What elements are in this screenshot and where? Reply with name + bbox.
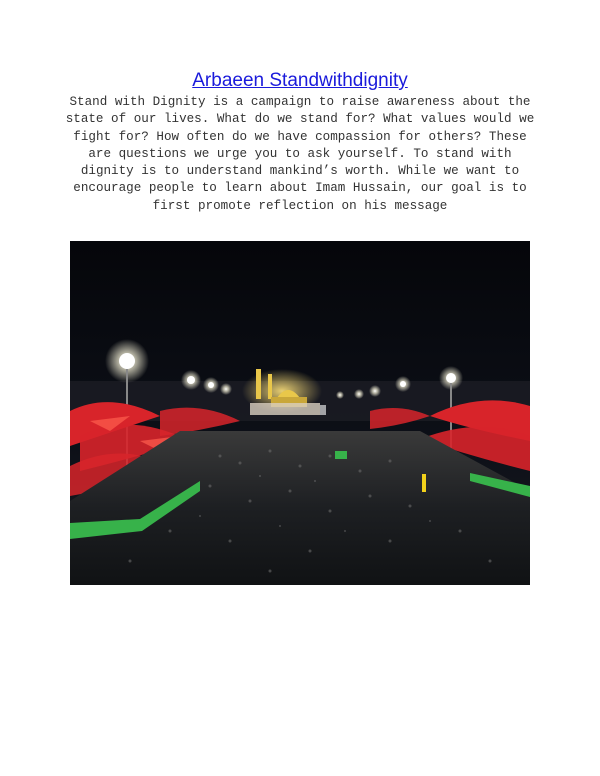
crowd-photo [70, 241, 530, 585]
document-paragraph: Stand with Dignity is a campaign to raise awareness about the state of our lives. What do we stand for? What values would we fight for? How often do we have compassion for others? These are questions we urge you to ask yourself. To stand with dignity is to understand mankind’s worth. While we want to encourage people to learn about Imam Hussain, our goal is to first promote reflection on his message [65, 95, 535, 213]
crowd-photo-illustration [70, 241, 530, 585]
document-title-link[interactable]: Arbaeen Standwithdignity [192, 70, 408, 91]
